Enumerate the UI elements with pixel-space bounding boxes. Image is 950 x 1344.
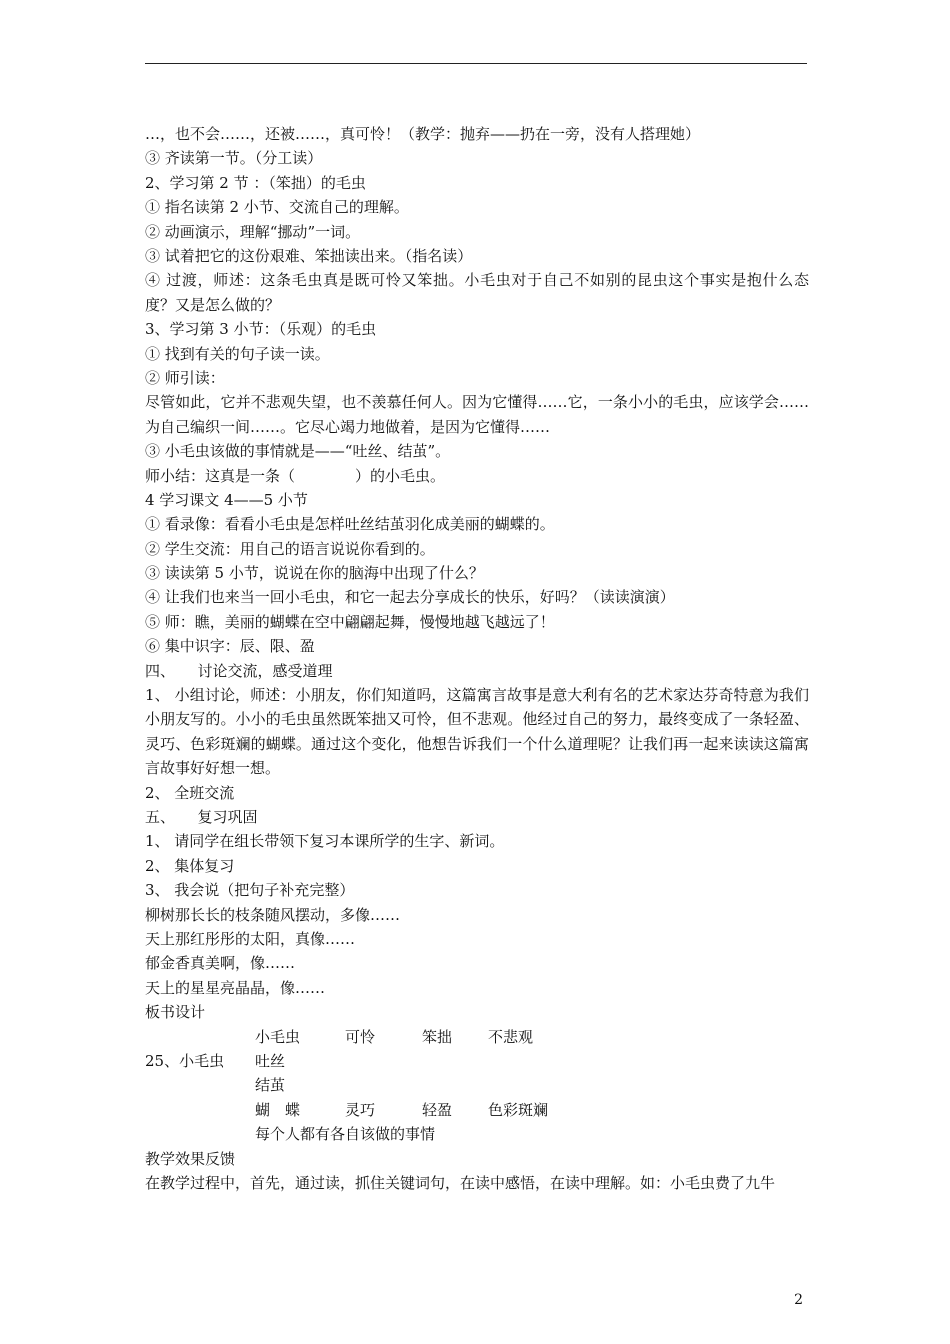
board-term: 吐丝 [255,1051,286,1070]
board-term: 可怜 [345,1027,376,1046]
board-row [145,1025,809,1049]
paragraph-readalong: 尽管如此，它并不悲观失望，也不羡慕任何人。因为它懂得……它，一条小小的毛虫，应该学会……为自己编织一间……。它尽心竭力地做着，是因为它懂得…… [145,393,809,436]
header-rule [145,63,807,64]
text-line: 2、 集体复习 [145,856,235,875]
text-line: ④ 让我们也来当一回小毛虫，和它一起去分享成长的快乐，好吗？（读读演演） [145,588,675,607]
text-line: ① 指名读第 2 小节、交流自己的理解。 [145,198,409,217]
board-term: 不悲观 [488,1027,534,1046]
lesson-content [145,122,809,1195]
text-line: ② 师引读： [145,368,225,387]
board-term: 轻盈 [422,1100,453,1119]
paragraph-discussion: 1、 小组讨论，师述：小朋友，你们知道吗，这篇寓言故事是意大利有名的艺术家达芬奇特意为我们小朋友写的。小小的毛虫虽然既笨拙又可怜，但不悲观。他经过自己的努力，最终变成了一条轻盈、灵巧、色彩斑斓的蝴蝶。通过这个变化，他想告诉我们一个什么道理呢？让我们再一起来读读这篇寓言故事好好想一想。 [145,686,809,778]
paragraph-transition: ④ 过渡，师述：这条毛虫真是既可怜又笨拙。小毛虫对于自己不如别的昆虫这个事实是抱什么态度？又是怎么做的？ [145,271,809,314]
board-row [145,1049,809,1073]
text-line: …，也不会……，还被……，真可怜！（教学：抛弃——扔在一旁，没有人搭理她） [145,125,701,143]
text-line: 2、 全班交流 [145,783,235,802]
page-number: 2 [794,1292,803,1308]
text-line: ③ 小毛虫该做的事情就是——“吐丝、结茧”。 [145,442,451,461]
board-design-heading: 板书设计 [145,1003,206,1022]
text-line: ③ 齐读第一节。（分工读） [145,149,323,168]
section-heading: 五、 复习巩固 [145,808,258,827]
text-line: ⑤ 师：瞧，美丽的蝴蝶在空中翩翩起舞，慢慢地越飞越远了！ [145,612,555,631]
section-heading: 四、 讨论交流，感受道理 [145,661,333,680]
board-term: 灵巧 [345,1100,376,1119]
text-line: ① 找到有关的句子读一读。 [145,344,330,363]
board-row [145,1122,809,1146]
text-line: ③ 读读第 5 小节，说说在你的脑海中出现了什么？ [145,564,484,583]
board-row [145,1098,809,1122]
text-line: ② 动画演示，理解“挪动”一词。 [145,222,361,241]
board-term: 笨拙 [422,1027,453,1046]
text-line: 3、 我会说（把句子补充完整） [145,881,355,900]
text-line: 郁金香真美啊，像…… [145,954,296,973]
board-term: 结茧 [255,1076,286,1095]
board-term: 色彩斑斓 [488,1100,549,1119]
text-line: ② 学生交流：用自己的语言说说你看到的。 [145,539,435,558]
text-line: 天上的星星亮晶晶，像…… [145,978,326,997]
board-summary: 每个人都有各自该做的事情 [255,1125,436,1144]
text-line: 柳树那长长的枝条随风摆动，多像…… [145,905,401,924]
text-line: ⑥ 集中识字：辰、限、盈 [145,637,315,656]
section-heading: 3、学习第 3 小节：（乐观）的毛虫 [145,320,377,339]
section-heading: 2、学习第 2 节 ：（笨拙）的毛虫 [145,173,366,192]
board-design [145,1025,809,1147]
feedback-heading: 教学效果反馈 [145,1149,236,1168]
text-line: ① 看录像：看看小毛虫是怎样吐丝结茧羽化成美丽的蝴蝶的。 [145,515,555,534]
text-line: 天上那红彤彤的太阳，真像…… [145,930,356,949]
board-term: 蝴 蝶 [255,1100,301,1119]
text-line: ③ 试着把它的这份艰难、笨拙读出来。（指名读） [145,246,473,265]
board-term: 小毛虫 [255,1027,301,1046]
board-row [145,1073,809,1097]
board-title: 25、小毛虫 [145,1051,225,1070]
feedback-text: 在教学过程中，首先，通过读，抓住关键词句，在读中感悟，在读中理解。如：小毛虫费了九牛 [145,1173,776,1192]
section-heading: 4 学习课文 4——5 小节 [145,490,308,509]
text-line: 师小结：这真是一条（ ）的小毛虫。 [145,466,446,485]
text-line: 1、 请同学在组长带领下复习本课所学的生字、新词。 [145,832,505,851]
